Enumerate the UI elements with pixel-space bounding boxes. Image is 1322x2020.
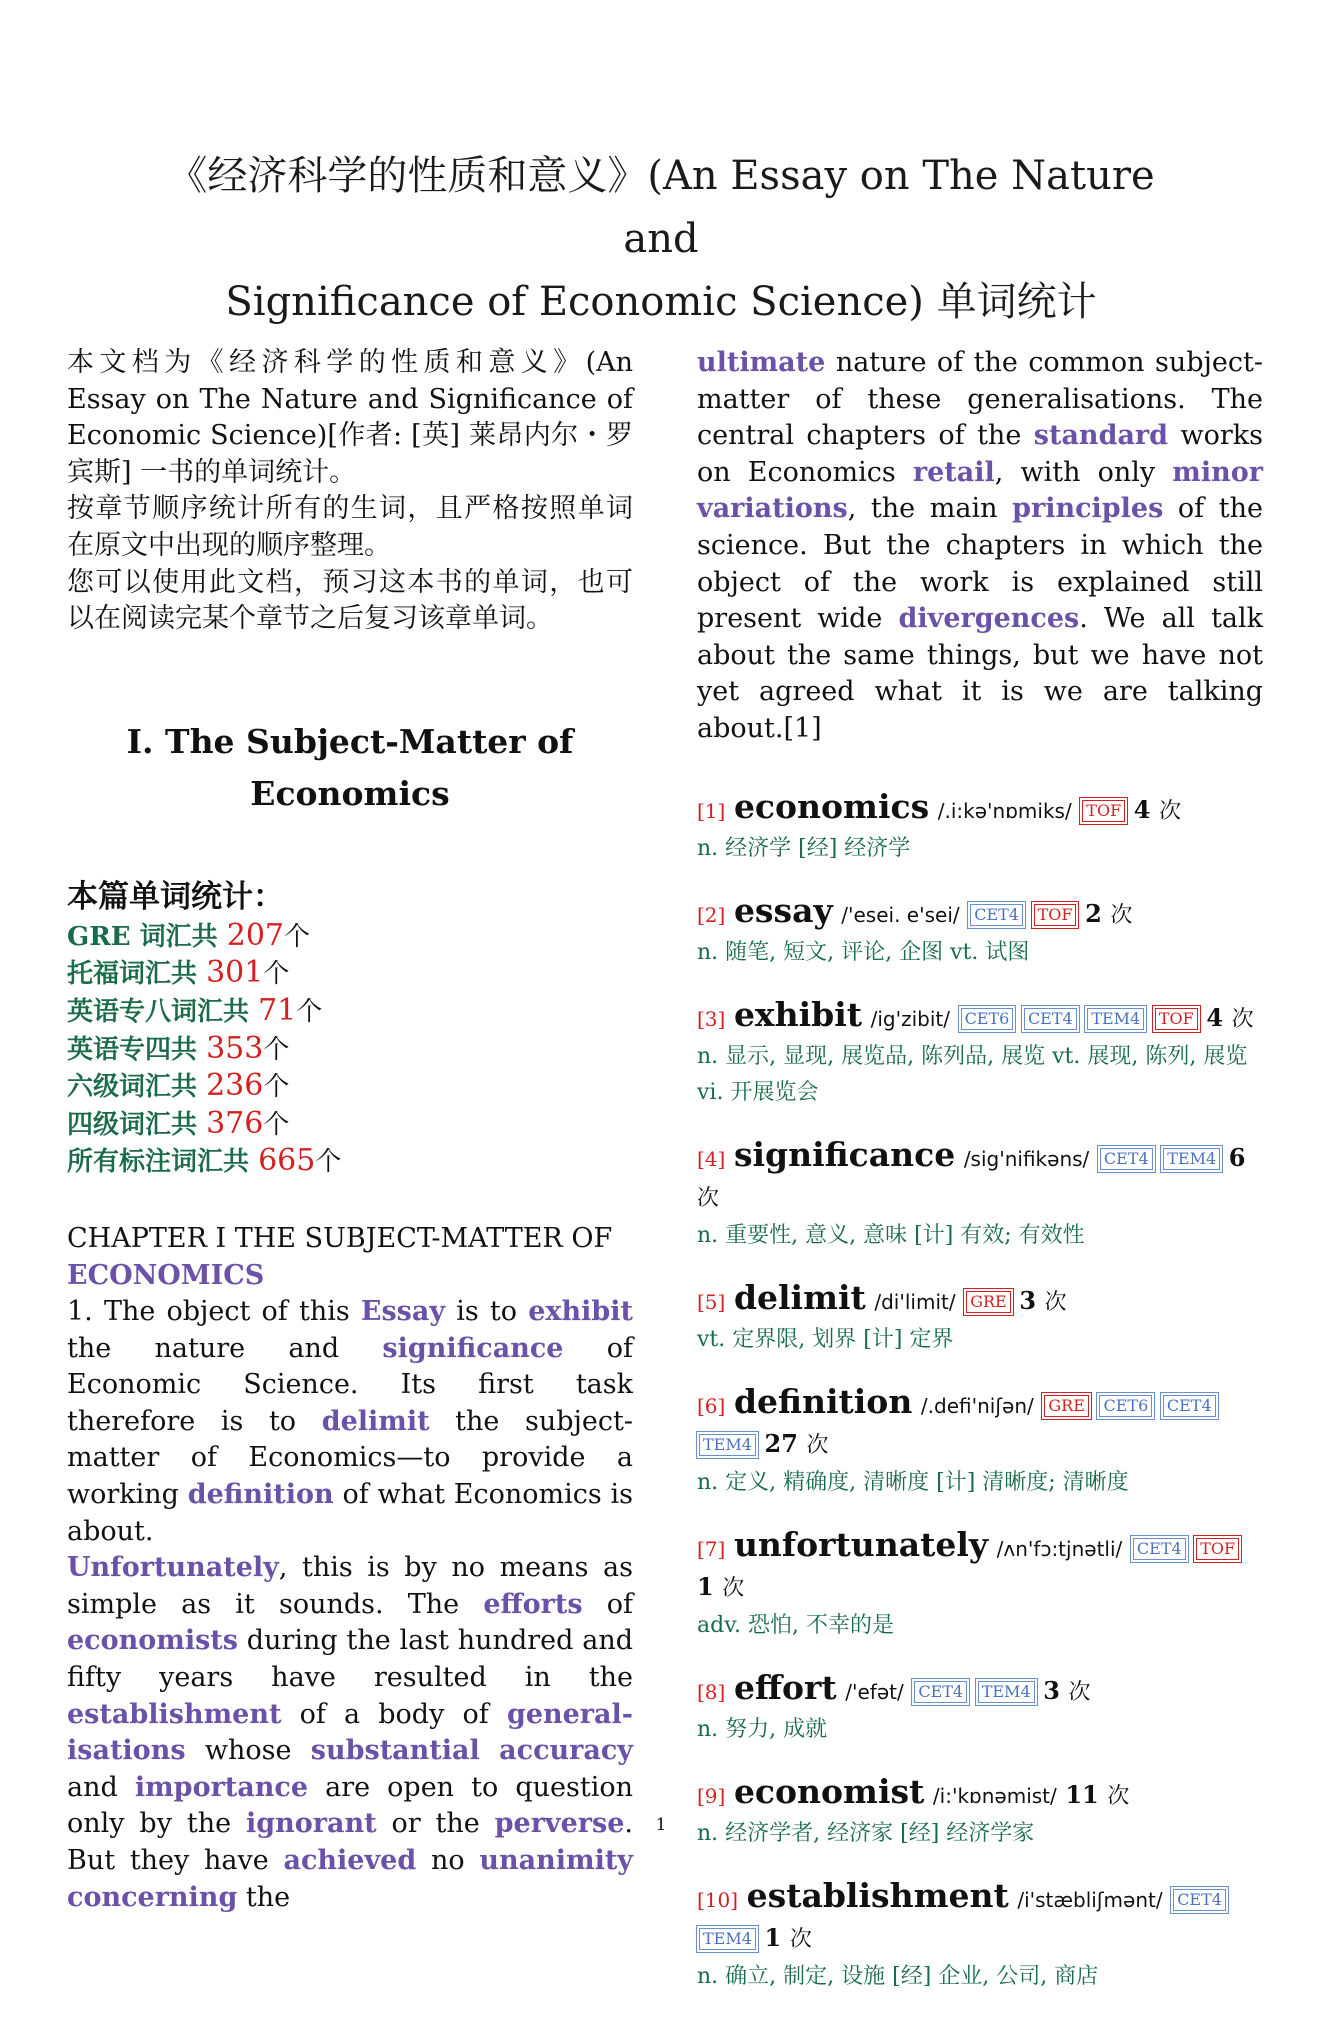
stat-line	[67, 1106, 633, 1144]
stat-label: 所有标注词汇共	[67, 1147, 259, 1178]
vocab-phonetic: /ʌn'fɔ:tjnətli/	[996, 1536, 1123, 1561]
highlighted-word: Unfortunately	[67, 1552, 279, 1584]
stat-line	[67, 918, 633, 956]
vocab-entry-head	[697, 1773, 1263, 1816]
highlighted-word: ultimate	[697, 347, 826, 378]
highlighted-word: exhibit	[528, 1296, 633, 1328]
chapter-heading	[67, 716, 633, 820]
vocab-index: [4]	[697, 1146, 726, 1171]
vocab-index: [5]	[697, 1289, 726, 1314]
vocab-entry	[697, 996, 1263, 1111]
vocab-definition: n. 经济学者, 经济家 [经] 经济学家	[697, 1820, 1035, 1846]
stat-label: 四级词汇共	[67, 1109, 207, 1140]
stat-unit: 个	[284, 921, 311, 952]
vocab-count: 1	[697, 1571, 714, 1601]
body-text-segment: 1. The object of this	[67, 1296, 361, 1328]
body-text-segment: , with only	[994, 456, 1173, 488]
vocab-word: essay	[733, 890, 833, 930]
vocab-definition: n. 重要性, 意义, 意味 [计] 有效; 有效性	[697, 1222, 1085, 1248]
body-text-segment: are open to question only by the	[67, 1771, 633, 1840]
vocab-count-unit: 次	[1107, 1783, 1130, 1809]
body-text-segment: of the science. But the chapters in which the object of the work is explained still present wide	[697, 493, 1263, 635]
vocab-phonetic: /'esei. e'sei/	[841, 902, 960, 927]
vocab-entry-head	[697, 996, 1263, 1039]
highlighted-word: achieved	[283, 1845, 417, 1876]
vocab-tag: CET4	[970, 904, 1023, 926]
vocab-tag: CET4	[1133, 1538, 1186, 1560]
stat-count: 236	[206, 1068, 264, 1104]
vocab-entry-head	[697, 1669, 1263, 1712]
vocab-entry	[697, 1383, 1263, 1501]
vocab-phonetic: /.defi'niʃən/	[920, 1393, 1034, 1418]
vocab-count: 27	[764, 1428, 798, 1458]
stat-label: 托福词汇共	[67, 959, 207, 990]
vocab-word: effort	[733, 1667, 837, 1707]
vocab-tag: GRE	[966, 1291, 1011, 1313]
vocab-count: 11	[1065, 1779, 1099, 1809]
highlighted-word: significance	[382, 1332, 564, 1364]
vocab-index: [2]	[697, 902, 726, 927]
vocab-tag: CET4	[1163, 1395, 1216, 1417]
vocab-word: economics	[733, 786, 930, 826]
stat-count: 353	[206, 1030, 264, 1066]
vocab-count: 6	[1228, 1142, 1246, 1172]
vocab-tag: TOF	[1155, 1008, 1198, 1030]
vocab-entry-head	[697, 1279, 1263, 1322]
vocab-index: [6]	[697, 1393, 726, 1418]
body-text-segment	[480, 1735, 499, 1766]
vocab-tag: TEM4	[1087, 1008, 1144, 1030]
vocab-entry-head	[697, 1877, 1263, 1959]
vocab-phonetic: /'efət/	[845, 1679, 904, 1704]
highlighted-word: importance	[134, 1771, 309, 1803]
body-text-segment: and	[67, 1771, 135, 1803]
body-text-segment: nature of the common subject-matter of these generalisations. The central chapters of the	[697, 347, 1263, 452]
highlighted-word: divergences	[898, 603, 1080, 635]
highlighted-word: Essay	[360, 1296, 446, 1328]
vocab-count-unit: 次	[1068, 1679, 1091, 1705]
vocab-entry	[697, 892, 1263, 971]
body-text-segment: , this is by no means as simple as it sounds. The	[67, 1552, 633, 1620]
stat-line	[67, 1031, 633, 1069]
chapter-heading-line-1: I. The Subject-Matter of	[126, 721, 574, 761]
vocab-phonetic: /sig'nifikəns/	[963, 1146, 1090, 1171]
vocab-count-unit: 次	[1044, 1289, 1067, 1315]
highlighted-word: ignorant	[245, 1808, 377, 1840]
body-text-segment: no	[416, 1845, 480, 1876]
vocab-word: establishment	[746, 1875, 1009, 1915]
body-text-segment: of what Economics is about.	[67, 1479, 633, 1547]
stat-line	[67, 955, 633, 993]
vocab-definition: vt. 定界限, 划界 [计] 定界	[697, 1326, 954, 1352]
body-text-segment: of	[582, 1588, 633, 1620]
body-text-segment: or the	[376, 1808, 495, 1840]
stat-count: 71	[258, 992, 297, 1028]
vocab-entry	[697, 1526, 1263, 1644]
chapter-label-highlight: ECONOMICS	[67, 1259, 265, 1291]
vocab-tag: TEM4	[978, 1681, 1035, 1703]
stat-label: 英语专八词汇共	[67, 996, 259, 1027]
vocab-index: [1]	[697, 798, 726, 823]
highlighted-word: accuracy	[499, 1735, 633, 1767]
stat-count: 207	[226, 917, 284, 953]
vocab-tag: CET4	[1173, 1889, 1226, 1911]
highlighted-word: retail	[912, 456, 995, 488]
vocab-count-unit: 次	[1159, 798, 1182, 824]
vocab-count-unit: 次	[806, 1432, 829, 1458]
stat-unit: 个	[263, 1072, 290, 1103]
vocab-definition: n. 显示, 显现, 展览品, 陈列品, 展览 vt. 展现, 陈列, 展览 vi. 开展览会	[697, 1043, 1248, 1105]
vocab-tag: CET4	[1024, 1008, 1077, 1030]
vocab-entry	[697, 1136, 1263, 1254]
vocab-phonetic: /di'limit/	[874, 1289, 956, 1314]
body-text-segment: . But they have	[67, 1808, 633, 1876]
stat-label: GRE 词汇共	[67, 921, 227, 952]
body-text-segment: of Economic Science. Its first task therefore is to	[67, 1332, 633, 1437]
body-text-segment: works on Economics	[697, 420, 1263, 488]
vocab-index: [8]	[697, 1679, 726, 1704]
stat-unit: 个	[263, 1034, 290, 1065]
body-text-segment: the nature and	[67, 1332, 383, 1364]
vocab-count-unit: 次	[789, 1926, 812, 1952]
vocab-entry	[697, 1669, 1263, 1748]
highlighted-word: perverse	[494, 1808, 625, 1840]
body-text-right	[697, 345, 1263, 748]
vocab-count: 1	[764, 1922, 782, 1952]
stat-unit: 个	[315, 1147, 342, 1178]
highlighted-word: efforts	[483, 1588, 583, 1620]
stat-count: 665	[258, 1143, 316, 1179]
highlighted-word: establishment	[67, 1698, 282, 1730]
vocab-definition: n. 确立, 制定, 设施 [经] 企业, 公司, 商店	[697, 1963, 1099, 1989]
vocab-tag: TOF	[1196, 1538, 1239, 1560]
vocab-count-unit: 次	[722, 1575, 745, 1601]
vocab-word: exhibit	[733, 994, 862, 1034]
vocab-phonetic: /i'stæbliʃmənt/	[1017, 1887, 1163, 1912]
vocab-tag: TOF	[1034, 904, 1077, 926]
highlighted-word: substantial	[310, 1735, 480, 1767]
title-line-1: 《经济科学的性质和意义》(An Essay on The Nature and	[167, 153, 1155, 262]
vocab-phonetic: /i:'kɒnəmist/	[932, 1783, 1057, 1808]
vocab-entry-head	[697, 788, 1263, 831]
vocab-list	[697, 788, 1263, 1995]
vocab-tag: CET4	[1100, 1148, 1153, 1170]
vocab-count: 4	[1133, 794, 1151, 824]
body-text-segment: whose	[185, 1735, 311, 1767]
stat-label: 英语专四共	[67, 1034, 207, 1065]
vocab-count-unit: 次	[697, 1185, 720, 1211]
intro-paragraph-2: 按章节顺序统计所有的生词，且严格按照单词在原文中出现的顺序整理。	[67, 493, 633, 561]
vocab-tag: TEM4	[1163, 1148, 1220, 1170]
vocab-tag: CET4	[914, 1681, 967, 1703]
vocab-word: significance	[733, 1134, 956, 1174]
vocab-tag: CET6	[961, 1008, 1014, 1030]
highlighted-word: standard	[1033, 420, 1169, 452]
vocab-word: definition	[733, 1381, 913, 1421]
vocab-definition: n. 经济学 [经] 经济学	[697, 835, 911, 861]
vocab-index: [9]	[697, 1783, 726, 1808]
vocab-entry-head	[697, 892, 1263, 935]
body-text-segment: of a body of	[281, 1698, 507, 1730]
document-title	[130, 145, 1192, 334]
stat-line	[67, 1068, 633, 1106]
vocab-entry	[697, 1773, 1263, 1852]
page-number: 1	[655, 1815, 667, 1835]
intro-paragraph-1: 本文档为《经济科学的性质和意义》(An Essay on The Nature and Significance of Economic Science)[作者: [英] 莱昂内尔・罗宾斯] 一书的单词统计。	[67, 347, 633, 488]
vocab-tag: GRE	[1044, 1395, 1089, 1417]
stats-list	[67, 918, 633, 1181]
highlighted-word: principles	[1012, 493, 1164, 525]
vocab-count-unit: 次	[1231, 1006, 1254, 1032]
intro-paragraph-3: 您可以使用此文档，预习这本书的单词，也可以在阅读完某个章节之后复习该章单词。	[67, 566, 633, 635]
vocab-index: [7]	[697, 1536, 726, 1561]
title-line-2: Significance of Economic Science) 单词统计	[225, 279, 1097, 325]
vocab-count: 4	[1206, 1002, 1224, 1032]
chapter-heading-line-2: Economics	[250, 773, 450, 813]
vocab-count: 3	[1043, 1675, 1060, 1705]
vocab-entry-head	[697, 1136, 1263, 1218]
body-text-segment: the	[237, 1881, 291, 1913]
vocab-entry-head	[697, 1526, 1263, 1608]
stat-count: 301	[206, 955, 264, 991]
vocab-definition: n. 定义, 精确度, 清晰度 [计] 清晰度; 清晰度	[697, 1469, 1129, 1495]
vocab-index: [10]	[697, 1887, 739, 1912]
vocab-entry	[697, 1877, 1263, 1995]
stat-line	[67, 993, 633, 1031]
vocab-word: delimit	[733, 1277, 866, 1317]
stat-line	[67, 1143, 633, 1181]
vocab-word: unfortunately	[733, 1524, 989, 1564]
vocab-phonetic: /ig'zibit/	[870, 1006, 950, 1031]
vocab-entry-head	[697, 1383, 1263, 1465]
stat-label: 六级词汇共	[67, 1072, 207, 1103]
vocab-count-unit: 次	[1110, 902, 1133, 928]
highlighted-word: concerning	[67, 1881, 238, 1913]
right-column	[697, 345, 1263, 2020]
body-text-segment: during the last hundred and fifty years have resulted in the	[67, 1625, 633, 1694]
highlighted-word: delimit	[321, 1405, 430, 1437]
vocab-definition: n. 努力, 成就	[697, 1716, 828, 1742]
body-text-segment: . We all talk about the same things, but we have not yet agreed what it is we are talking about.[1]	[697, 603, 1264, 744]
vocab-definition: adv. 恐怕, 不幸的是	[697, 1612, 894, 1638]
vocab-definition: n. 随笔, 短文, 评论, 企图 vt. 试图	[697, 939, 1030, 965]
highlighted-word: general-isations	[67, 1698, 633, 1767]
body-text-segment: , the main	[847, 493, 1013, 525]
vocab-count: 3	[1019, 1285, 1037, 1315]
stats-heading: 本篇单词统计：	[67, 878, 284, 915]
highlighted-word: variations	[697, 493, 848, 525]
body-text-segment: the subject-matter of Economics—to provide a working	[67, 1405, 633, 1511]
left-column	[67, 345, 633, 1916]
vocab-word: economist	[733, 1771, 925, 1811]
vocab-index: [3]	[697, 1006, 726, 1031]
chapter-label	[67, 1221, 633, 1294]
stat-unit: 个	[263, 1109, 290, 1140]
vocab-tag: CET6	[1099, 1395, 1152, 1417]
stat-count: 376	[206, 1105, 264, 1141]
highlighted-word: economists	[67, 1625, 238, 1657]
highlighted-word: definition	[187, 1479, 334, 1511]
chapter-label-text: CHAPTER I THE SUBJECT-MATTER OF	[67, 1222, 613, 1254]
vocab-entry	[697, 1279, 1263, 1358]
stat-unit: 个	[296, 996, 323, 1027]
highlighted-word: minor	[1172, 456, 1263, 488]
highlighted-word: unanimity	[479, 1845, 633, 1876]
stat-unit: 个	[263, 959, 290, 990]
body-text-segment: is to	[445, 1296, 529, 1328]
vocab-tag: TEM4	[699, 1928, 756, 1950]
vocab-tag: TEM4	[699, 1434, 756, 1456]
vocab-entry	[697, 788, 1263, 867]
vocab-count: 2	[1085, 898, 1102, 928]
vocab-tag: TOF	[1082, 800, 1125, 822]
vocab-phonetic: /.i:kə'nɒmiks/	[937, 798, 1072, 823]
